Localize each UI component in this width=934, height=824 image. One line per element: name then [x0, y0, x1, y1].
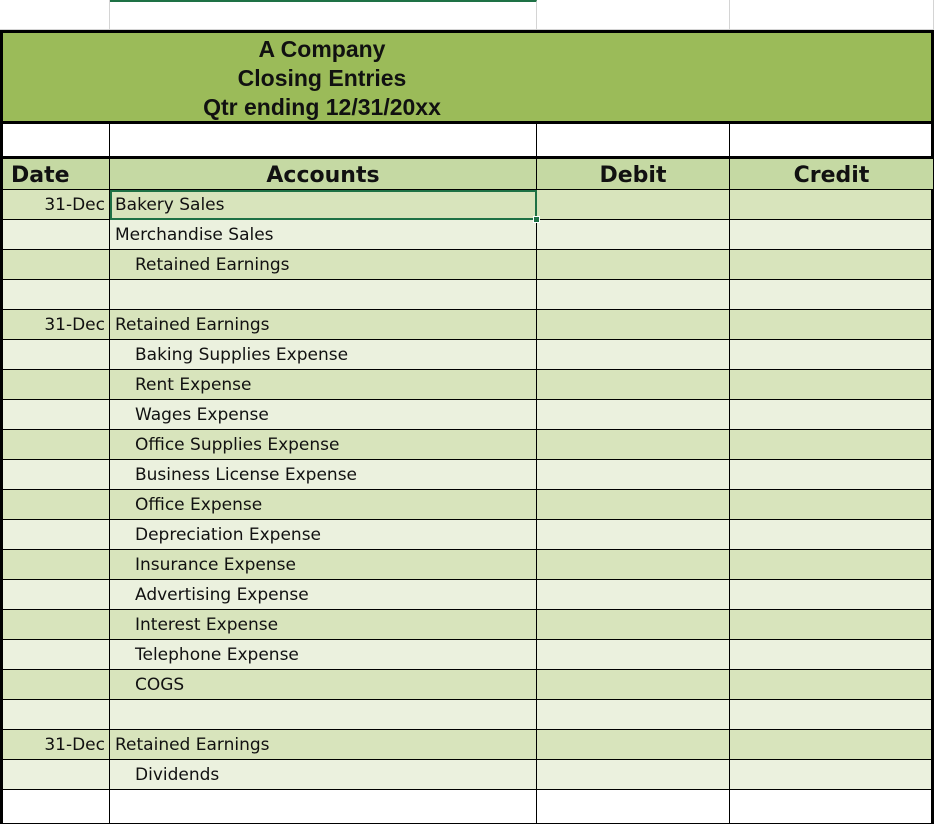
table-row	[0, 640, 934, 670]
account-cell[interactable]: Retained Earnings	[110, 250, 537, 280]
date-cell[interactable]	[0, 610, 110, 640]
table-row	[0, 340, 934, 370]
blank-cell[interactable]	[110, 124, 537, 156]
debit-cell[interactable]	[537, 670, 730, 700]
table-row	[0, 730, 934, 760]
date-cell[interactable]	[0, 580, 110, 610]
credit-cell[interactable]	[730, 430, 934, 460]
date-cell[interactable]	[0, 250, 110, 280]
debit-cell[interactable]	[537, 520, 730, 550]
table-row	[0, 520, 934, 550]
table-row	[0, 190, 934, 220]
header-credit[interactable]: Credit	[730, 156, 934, 190]
account-cell[interactable]: Depreciation Expense	[110, 520, 537, 550]
credit-cell[interactable]	[730, 490, 934, 520]
top-cell-d[interactable]	[730, 0, 934, 30]
debit-cell[interactable]	[537, 640, 730, 670]
account-cell[interactable]: Insurance Expense	[110, 550, 537, 580]
header-debit[interactable]: Debit	[537, 156, 730, 190]
credit-cell[interactable]	[730, 730, 934, 760]
table-row	[0, 430, 934, 460]
table-row	[0, 220, 934, 250]
debit-cell[interactable]	[537, 280, 730, 310]
date-cell[interactable]	[0, 430, 110, 460]
debit-cell[interactable]	[537, 220, 730, 250]
table-row	[0, 400, 934, 430]
credit-cell[interactable]	[730, 670, 934, 700]
credit-cell[interactable]	[730, 640, 934, 670]
blank-cell[interactable]	[730, 124, 934, 156]
debit-cell[interactable]	[537, 190, 730, 220]
debit-cell[interactable]	[537, 610, 730, 640]
account-cell[interactable]: Baking Supplies Expense	[110, 340, 537, 370]
header-date[interactable]: Date	[0, 156, 110, 190]
top-cell-b[interactable]	[110, 0, 537, 30]
credit-cell[interactable]	[730, 760, 934, 790]
table-row	[0, 280, 934, 310]
debit-cell[interactable]	[537, 730, 730, 760]
account-cell[interactable]	[110, 700, 537, 730]
credit-cell[interactable]	[730, 280, 934, 310]
date-cell[interactable]	[0, 340, 110, 370]
blank-cell[interactable]	[0, 124, 110, 156]
account-cell[interactable]: Advertising Expense	[110, 580, 537, 610]
debit-cell[interactable]	[537, 460, 730, 490]
date-cell[interactable]	[0, 400, 110, 430]
date-cell[interactable]	[0, 490, 110, 520]
table-row	[0, 610, 934, 640]
bottom-row	[0, 790, 934, 824]
table-row	[0, 760, 934, 790]
date-cell[interactable]	[0, 370, 110, 400]
date-cell[interactable]	[0, 220, 110, 250]
bottom-cell[interactable]	[0, 790, 110, 824]
account-cell[interactable]: Office Supplies Expense	[110, 430, 537, 460]
credit-cell[interactable]	[730, 610, 934, 640]
credit-cell[interactable]	[730, 460, 934, 490]
title-banner[interactable]	[0, 30, 934, 124]
bottom-cell[interactable]	[730, 790, 934, 824]
date-cell[interactable]	[0, 700, 110, 730]
table-row	[0, 550, 934, 580]
credit-cell[interactable]	[730, 340, 934, 370]
account-cell[interactable]: Interest Expense	[110, 610, 537, 640]
debit-cell[interactable]	[537, 700, 730, 730]
date-cell[interactable]	[0, 460, 110, 490]
debit-cell[interactable]	[537, 250, 730, 280]
date-cell[interactable]	[0, 520, 110, 550]
date-cell[interactable]: 31-Dec	[0, 730, 110, 760]
report-title: Closing Entries	[237, 65, 407, 91]
debit-cell[interactable]	[537, 430, 730, 460]
account-cell[interactable]: Office Expense	[110, 490, 537, 520]
account-cell[interactable]: Bakery Sales	[110, 190, 537, 220]
table-row	[0, 250, 934, 280]
account-cell[interactable]: Retained Earnings	[110, 310, 537, 340]
debit-cell[interactable]	[537, 490, 730, 520]
account-cell[interactable]: COGS	[110, 670, 537, 700]
account-cell[interactable]: Merchandise Sales	[110, 220, 537, 250]
blank-row	[0, 124, 934, 156]
account-cell[interactable]: Dividends	[110, 760, 537, 790]
credit-cell[interactable]	[730, 190, 934, 220]
report-period: Qtr ending 12/31/20xx	[203, 94, 441, 120]
table-row	[0, 670, 934, 700]
table-row	[0, 370, 934, 400]
date-cell[interactable]	[0, 640, 110, 670]
table-row	[0, 310, 934, 340]
bottom-cell[interactable]	[110, 790, 537, 824]
company-name: A Company	[258, 36, 386, 62]
debit-cell[interactable]	[537, 370, 730, 400]
blank-cell[interactable]	[537, 124, 730, 156]
debit-cell[interactable]	[537, 340, 730, 370]
table-row	[0, 700, 934, 730]
account-cell[interactable]	[110, 280, 537, 310]
debit-cell[interactable]	[537, 400, 730, 430]
date-cell[interactable]	[0, 760, 110, 790]
account-cell[interactable]: Retained Earnings	[110, 730, 537, 760]
top-cell-a[interactable]	[0, 0, 110, 30]
credit-cell[interactable]	[730, 700, 934, 730]
credit-cell[interactable]	[730, 250, 934, 280]
fill-handle[interactable]	[533, 216, 540, 223]
account-cell[interactable]: Rent Expense	[110, 370, 537, 400]
debit-cell[interactable]	[537, 310, 730, 340]
date-cell[interactable]	[0, 280, 110, 310]
header-accounts[interactable]: Accounts	[110, 156, 537, 190]
debit-cell[interactable]	[537, 760, 730, 790]
top-cell-c[interactable]	[537, 0, 730, 30]
date-cell[interactable]	[0, 670, 110, 700]
date-cell[interactable]	[0, 550, 110, 580]
date-cell[interactable]: 31-Dec	[0, 190, 110, 220]
bottom-cell[interactable]	[537, 790, 730, 824]
account-cell[interactable]: Telephone Expense	[110, 640, 537, 670]
credit-cell[interactable]	[730, 520, 934, 550]
debit-cell[interactable]	[537, 580, 730, 610]
credit-cell[interactable]	[730, 400, 934, 430]
account-cell[interactable]: Wages Expense	[110, 400, 537, 430]
debit-cell[interactable]	[537, 550, 730, 580]
table-row	[0, 580, 934, 610]
table-row	[0, 460, 934, 490]
account-cell[interactable]: Business License Expense	[110, 460, 537, 490]
credit-cell[interactable]	[730, 580, 934, 610]
credit-cell[interactable]	[730, 370, 934, 400]
date-cell[interactable]: 31-Dec	[0, 310, 110, 340]
credit-cell[interactable]	[730, 220, 934, 250]
credit-cell[interactable]	[730, 310, 934, 340]
credit-cell[interactable]	[730, 550, 934, 580]
table-row	[0, 490, 934, 520]
